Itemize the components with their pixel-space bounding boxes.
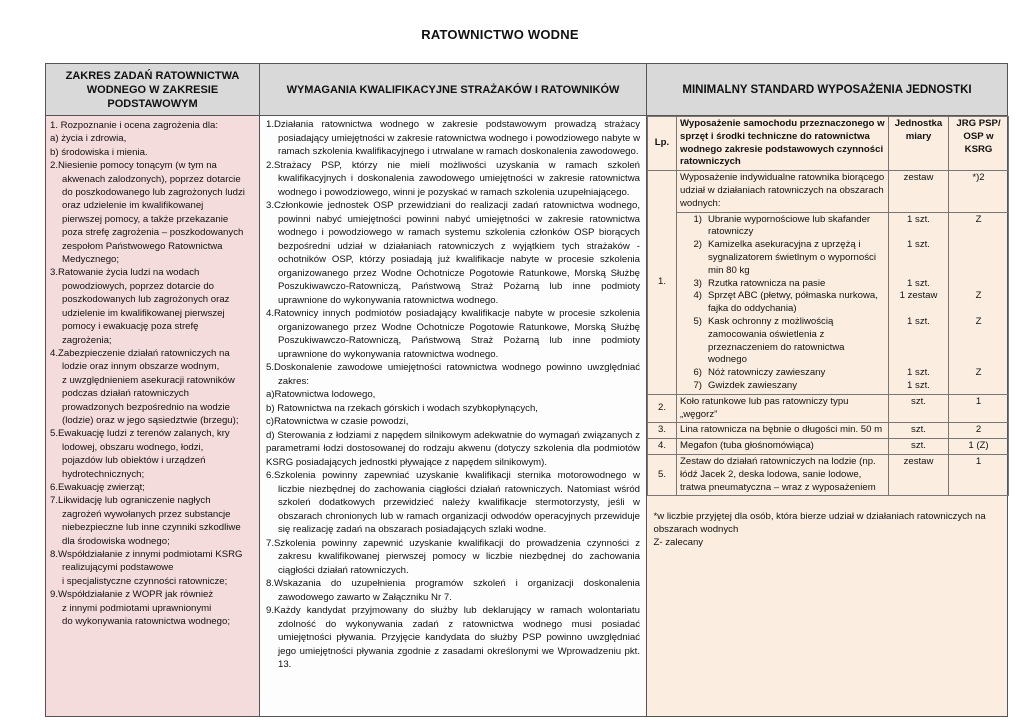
row-description: Lina ratownicza na bębnie o długości min. 50 m xyxy=(677,423,889,439)
task-line: prowadzonych bezpośrednio na wodzie xyxy=(62,401,230,413)
legend-text: Z- zalecany xyxy=(653,537,704,549)
task-line: zagrożenia; xyxy=(62,334,112,346)
task-line: lodzie oraz innym obszarze wodnym, xyxy=(62,361,220,373)
row-number: 5. xyxy=(648,454,677,495)
table-row xyxy=(648,212,1009,394)
task-line: 5.Ewakuację ludzi z terenów zalanych, kry xyxy=(50,428,230,440)
sub-item-jrg: Z xyxy=(975,290,982,302)
task-line: 8.Współdziałanie z innymi podmiotami KSRG xyxy=(50,549,243,560)
row-unit: szt. xyxy=(889,439,949,455)
requirement-paragraph: b) Ratownictwa na rzekach górskich i wodach szybkopłynących, xyxy=(266,402,538,414)
task-line: dla środowiska wodnego; xyxy=(62,535,170,547)
sub-items-units xyxy=(889,212,949,394)
sub-item xyxy=(680,367,885,380)
requirement-paragraph: a)Ratownictwa lodowego, xyxy=(266,389,376,400)
task-line: pierwszej pomocy, a także przekazanie xyxy=(62,213,229,225)
row-unit: szt. xyxy=(889,394,949,423)
sub-item-number: 3) xyxy=(693,277,702,289)
row-number: 1. xyxy=(648,171,677,395)
column-equipment xyxy=(647,64,1007,716)
task-line: 1. Rozpoznanie i ocena zagrożenia dla: xyxy=(50,120,219,131)
task-line: lodowej, obszaru wodnego, łodzi, xyxy=(62,441,204,453)
sub-item-unit: 1 zestaw xyxy=(899,290,938,302)
task-line: realizującymi podstawowe xyxy=(62,562,174,574)
row-number: 3. xyxy=(648,423,677,439)
sub-item-number: 2) xyxy=(693,239,702,251)
row-unit: zestaw xyxy=(889,171,949,212)
sub-item-jrg xyxy=(952,239,1005,277)
sub-item-number: 7) xyxy=(693,379,702,391)
table-row xyxy=(648,423,1009,439)
sub-item-jrg: Z xyxy=(975,213,982,225)
task-line: podczas działań ratowniczych xyxy=(62,388,189,400)
task-line: 2.Niesienie pomocy tonącym (w tym na xyxy=(50,160,217,172)
row-number: 2. xyxy=(648,394,677,423)
equipment-table xyxy=(647,116,1009,553)
requirement-paragraph: 3.Członkowie jednostek OSP przewidziani do realizacji zadań ratownictwa wodnego, powinni nabyć umiejętności powinni nabyć umiejętności w zakresie ratownictwa wodnego i powodziowego w ramach systemu szkolenia członków OSP biorących bezpośredni udział w działaniach ratowniczych z wyjątkiem tych strażaków - ochotników OSP, którzy posiadają już kwalifikacje nabyte w procesie szkolenia organizowanego przez Wodne Ochotnicze Pogotowie Ratunkowe, Morską Służbę Poszukiwawczo-Ratowniczą, Państwową Straż Pożarną lub inne podmioty uprawnione do wykonywania ratownictwa wodnego. xyxy=(266,200,640,306)
header-tasks: ZAKRES ZADAŃ RATOWNICTWA WODNEGO W ZAKRESIE PODSTAWOWYM xyxy=(46,64,259,116)
page-title: RATOWNICTWO WODNE xyxy=(421,27,579,42)
sub-item-text: Nóż ratowniczy zawieszany xyxy=(708,367,826,379)
requirement-paragraph: 5.Doskonalenie zawodowe umiejętności ratownictwa wodnego powinno uwzględniać zakres: xyxy=(266,362,640,387)
sub-item xyxy=(680,380,885,393)
sub-item-text: Kamizelka asekuracyjna z uprzężą i sygnalizatorem świetlnym o wyporności min 80 kg xyxy=(708,239,876,276)
task-line: a) życia i zdrowia, xyxy=(50,133,127,145)
header-requirements: WYMAGANIA KWALIFIKACYJNE STRAŻAKÓW I RATOWNIKÓW xyxy=(260,64,646,116)
sub-item-text: Ubranie wypornościowe lub skafander ratowniczy xyxy=(708,213,871,238)
sub-item xyxy=(680,316,885,367)
requirement-paragraph: 9.Każdy kandydat przyjmowany do służby lub deklarujący w ramach wolontariatu zdolność do wykonywania zadań z ratownictwa wodnego musi posiadać umiejętności pływania. Przyjęcie kandydata do służby PSP powinno uwzględniać jego umiejętności pływania zgodnie z zasadami określonymi we Wprowadzeniu pkt. 13. xyxy=(266,605,640,670)
task-line: 4.Zabezpieczenie działań ratowniczych na xyxy=(50,347,230,359)
requirement-paragraph: 8.Wskazania do uzupełnienia programów szkoleń i organizacji doskonalenia zawodowego zawarto w Załączniku Nr 7. xyxy=(266,578,640,603)
header-equipment: MINIMALNY STANDARD WYPOSAŻENIA JEDNOSTKI xyxy=(647,64,1007,116)
sub-item-jrg xyxy=(952,380,1005,393)
table-row xyxy=(648,439,1009,455)
task-line: do poszkodowanego lub zagrożonych ludzi xyxy=(62,187,245,199)
requirements-list xyxy=(260,116,646,672)
row-jrg: 2 xyxy=(949,423,1009,439)
task-line: 3.Ratowanie życia ludzi na wodach xyxy=(50,267,200,279)
footnote-text: *w liczbie przyjętej dla osób, która bierze udział w działaniach ratowniczych na obszarach wodnych xyxy=(653,511,986,536)
task-line: (lodzie) oraz w jego sąsiedztwie (brzegu); xyxy=(62,414,239,426)
table-row xyxy=(648,454,1009,495)
sub-item xyxy=(680,214,885,240)
task-line: poszkodowanych lub zagrożonych oraz xyxy=(62,294,230,306)
task-line: 7.Likwidację lub ograniczenie nagłych xyxy=(50,495,211,507)
task-line: z innymi podmiotami uprawnionymi xyxy=(62,602,212,614)
requirement-paragraph: d) Sterowania z łodziami z napędem silnikowym adekwatnie do wymagań związanych z parametrami łodzi dostosowanej do rodzaju akwenu (dotyczy szkolenia dla podmiotów KSRG posiadających jednostki pływające z napędem silnikowym). xyxy=(266,429,640,468)
row-number: 4. xyxy=(648,439,677,455)
task-line: pomocy i ewakuację poza strefę xyxy=(62,321,199,333)
sub-item xyxy=(680,290,885,316)
main-table xyxy=(45,63,1008,717)
task-line: b) środowiska i mienia. xyxy=(50,146,148,158)
sub-item-unit: 1 szt. xyxy=(907,277,930,289)
row-jrg: *)2 xyxy=(949,171,1009,212)
sub-item-unit: 1 szt. xyxy=(907,213,930,225)
requirement-paragraph: 7.Szkolenia powinny zapewnić uzyskanie kwalifikacji do prowadzenia czynności z zakresu kwalifikowanej pierwszej pomocy w liczbie niezbędnej do zachowania ciągłości działań ratowniczych. xyxy=(266,537,640,576)
task-line: poza strefę zagrożenia – poszkodowanych xyxy=(62,227,244,239)
task-line: i specjalistyczne czynności ratownicze; xyxy=(62,575,228,587)
unit-header: Jednostka miary xyxy=(889,117,949,171)
sub-item-number: 1) xyxy=(693,213,702,225)
task-line: oraz udzielenie im kwalifikowanej xyxy=(62,200,204,212)
tasks-list xyxy=(46,116,259,628)
row-description: Wyposażenie indywidualne ratownika biorącego udział w działaniach ratowniczych na obszarach wodnych: xyxy=(677,171,889,212)
requirement-paragraph: 6.Szkolenia powinny zapewniać uzyskanie kwalifikacji sternika motorowodnego w liczbie niezbędnej do zachowania ciągłości działań ratowniczych. Natomiast wśród szkoleń dodatkowych przewidzieć należy kwalifikacje stermotorzysty, jeśli w obszarach chronionych lub w ramach organizacji odwodów operacyjnych przewiduje się realizację zadań na obszarach posiadających szlaki wodne. xyxy=(266,470,640,535)
task-line: akwenach zalodzonych), poprzez dotarcie xyxy=(62,173,241,185)
footnote xyxy=(648,496,1009,554)
task-line: do wykonywania ratownictwa wodnego; xyxy=(62,616,230,628)
row-description: Koło ratunkowe lub pas ratowniczy typu „węgorz” xyxy=(677,394,889,423)
requirement-paragraph: 2.Strażacy PSP, którzy nie mieli możliwości uzyskania w ramach szkoleń kwalifikacyjnych i doskonalenia zawodowego umiejętności w zakresie ratownictwa wodnego i powodziowego, winni je pozyskać w ramach szkolenia uzupełniającego. xyxy=(266,159,640,198)
jrg-header: JRG PSP/ OSP w KSRG xyxy=(949,117,1009,171)
task-line: z uwzględnieniem asekuracji ratowników xyxy=(62,374,235,386)
sub-item-jrg: Z xyxy=(975,315,982,327)
equipment-header-row xyxy=(648,117,1009,171)
row-unit: zestaw xyxy=(889,454,949,495)
task-line: Medycznego; xyxy=(62,254,120,266)
sub-item-unit: 1 szt. xyxy=(907,239,930,251)
sub-item xyxy=(680,278,885,291)
task-line: zagrożeń wywołanych przez substancje xyxy=(62,508,231,520)
row-unit: szt. xyxy=(889,423,949,439)
sub-item-unit: 1 szt. xyxy=(907,367,930,379)
task-line: 9.Współdziałanie z WOPR jak również xyxy=(50,589,214,601)
sub-item-text: Gwizdek zawieszany xyxy=(708,379,798,391)
sub-item-jrg: Z xyxy=(975,367,982,379)
sub-item-number: 5) xyxy=(693,315,702,327)
desc-header: Wyposażenie samochodu przeznaczonego w sprzęt i środki techniczne do ratownictwa wodnego zakresie podstawowych czynności ratowniczych xyxy=(677,117,889,171)
requirement-paragraph: c)Ratownictwa w czasie powodzi, xyxy=(266,416,409,427)
task-line: zespołom Państwowego Ratownictwa xyxy=(62,240,223,252)
column-tasks xyxy=(46,64,260,716)
row-description: Megafon (tuba głośnomówiąca) xyxy=(677,439,889,455)
task-line: 6.Ewakuację zwierząt; xyxy=(50,481,145,493)
table-row xyxy=(648,171,1009,212)
sub-item-unit: 1 szt. xyxy=(907,379,930,391)
sub-item-text: Kask ochronny z możliwością zamocowania oświetlenia z przeznaczeniem do ratownictwa wodnego xyxy=(708,315,845,366)
sub-items-jrg xyxy=(949,212,1009,394)
sub-item-unit: 1 szt. xyxy=(907,315,930,327)
task-line: powodziowych, poprzez dotarcie do xyxy=(62,280,214,292)
notes-row xyxy=(648,496,1009,554)
task-line: pojazdów lub obiektów i urządzeń xyxy=(62,455,206,467)
requirement-paragraph: 1.Działania ratownictwa wodnego w zakresie podstawowym prowadzą strażacy posiadający umiejętności w zakresie ratownictwa wodnego i powodziowego nabyte w ramach szkolenia kwalifikacyjnego i utrwalane w ramach doskonalenia zawodowego. xyxy=(266,119,640,157)
task-line: udzielenie im kwalifikowanej pierwszej xyxy=(62,307,225,319)
sub-item-text: Rzutka ratownicza na pasie xyxy=(708,277,826,289)
table-row xyxy=(648,394,1009,423)
row-jrg: 1 (Z) xyxy=(949,439,1009,455)
sub-item-number: 4) xyxy=(693,290,702,302)
task-line: hydrotechnicznych; xyxy=(62,468,145,480)
lp-header: Lp. xyxy=(648,117,677,171)
sub-item-text: Sprzęt ABC (płetwy, półmaska nurkowa, fajka do oddychania) xyxy=(708,290,878,315)
sub-item xyxy=(680,239,885,277)
sub-items xyxy=(677,212,889,394)
sub-item-jrg xyxy=(952,278,1005,291)
requirement-paragraph: 4.Ratownicy innych podmiotów posiadający kwalifikacje nabyte w procesie szkolenia organizowanego przez Wodne Ochotnicze Pogotowie Ratunkowe, Morską Służbę Poszukiwawczo-Ratowniczą, Państwową Straż Pożarną lub inne podmioty uprawnione do wykonywania ratownictwa wodnego. xyxy=(266,308,640,360)
task-line: niebezpieczne lub inne czynniki szkodliwe xyxy=(62,522,241,534)
sub-item-number: 6) xyxy=(693,367,702,379)
column-requirements xyxy=(260,64,647,716)
row-jrg: 1 xyxy=(949,394,1009,423)
row-description: Zestaw do działań ratowniczych na lodzie (np. łódź Jacek 2, deska lodowa, sanie lodowe, tratwa pneumatyczna – wraz z wyposażeniem xyxy=(677,454,889,495)
row-jrg: 1 xyxy=(949,454,1009,495)
